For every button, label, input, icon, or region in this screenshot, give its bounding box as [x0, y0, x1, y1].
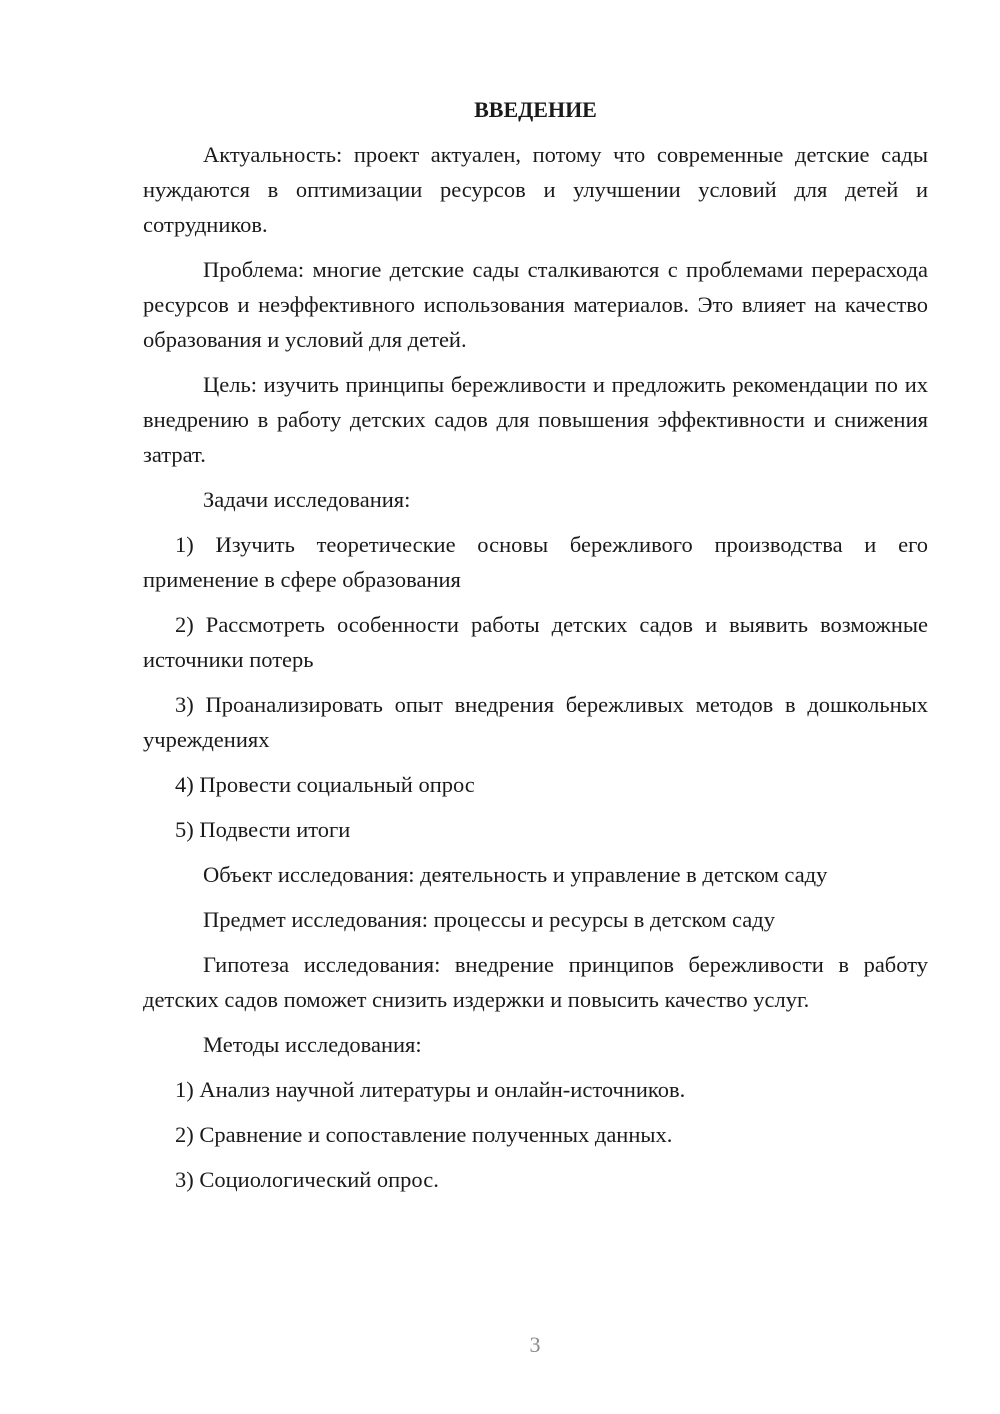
task-item-1: 1) Изучить теоретические основы бережливого производства и его применение в сфере образования: [143, 532, 928, 592]
task-item-5: 5) Подвести итоги: [175, 817, 351, 842]
method-item-3: 3) Социологический опрос.: [175, 1167, 439, 1192]
document-body: [143, 92, 928, 1207]
task-item-2: 2) Рассмотреть особенности работы детских садов и выявить возможные источники потерь: [143, 612, 928, 672]
tasks-heading: Задачи исследования:: [203, 487, 411, 512]
relevance-paragraph: Актуальность: проект актуален, потому что современные детские сады нуждаются в оптимизации ресурсов и улучшении условий для детей и сотрудников.: [143, 142, 928, 237]
method-item-1: 1) Анализ научной литературы и онлайн-источников.: [175, 1077, 686, 1102]
task-item-3: 3) Проанализировать опыт внедрения бережливых методов в дошкольных учреждениях: [143, 692, 928, 752]
task-item-4: 4) Провести социальный опрос: [175, 772, 475, 797]
goal-paragraph: Цель: изучить принципы бережливости и предложить рекомендации по их внедрению в работу детских садов для повышения эффективности и снижения затрат.: [143, 372, 928, 467]
method-item-2: 2) Сравнение и сопоставление полученных данных.: [175, 1122, 673, 1147]
methods-heading: Методы исследования:: [203, 1032, 422, 1057]
problem-paragraph: Проблема: многие детские сады сталкиваются с проблемами перерасхода ресурсов и неэффективного использования материалов. Это влияет на качество образования и условий для детей.: [143, 257, 928, 352]
section-title: ВВЕДЕНИЕ: [474, 97, 597, 122]
hypothesis-paragraph: Гипотеза исследования: внедрение принципов бережливости в работу детских садов поможет снизить издержки и повысить качество услуг.: [143, 952, 928, 1012]
subject-paragraph: Предмет исследования: процессы и ресурсы в детском саду: [203, 907, 775, 932]
page-number: 3: [529, 1332, 541, 1357]
object-paragraph: Объект исследования: деятельность и управление в детском саду: [203, 862, 828, 887]
